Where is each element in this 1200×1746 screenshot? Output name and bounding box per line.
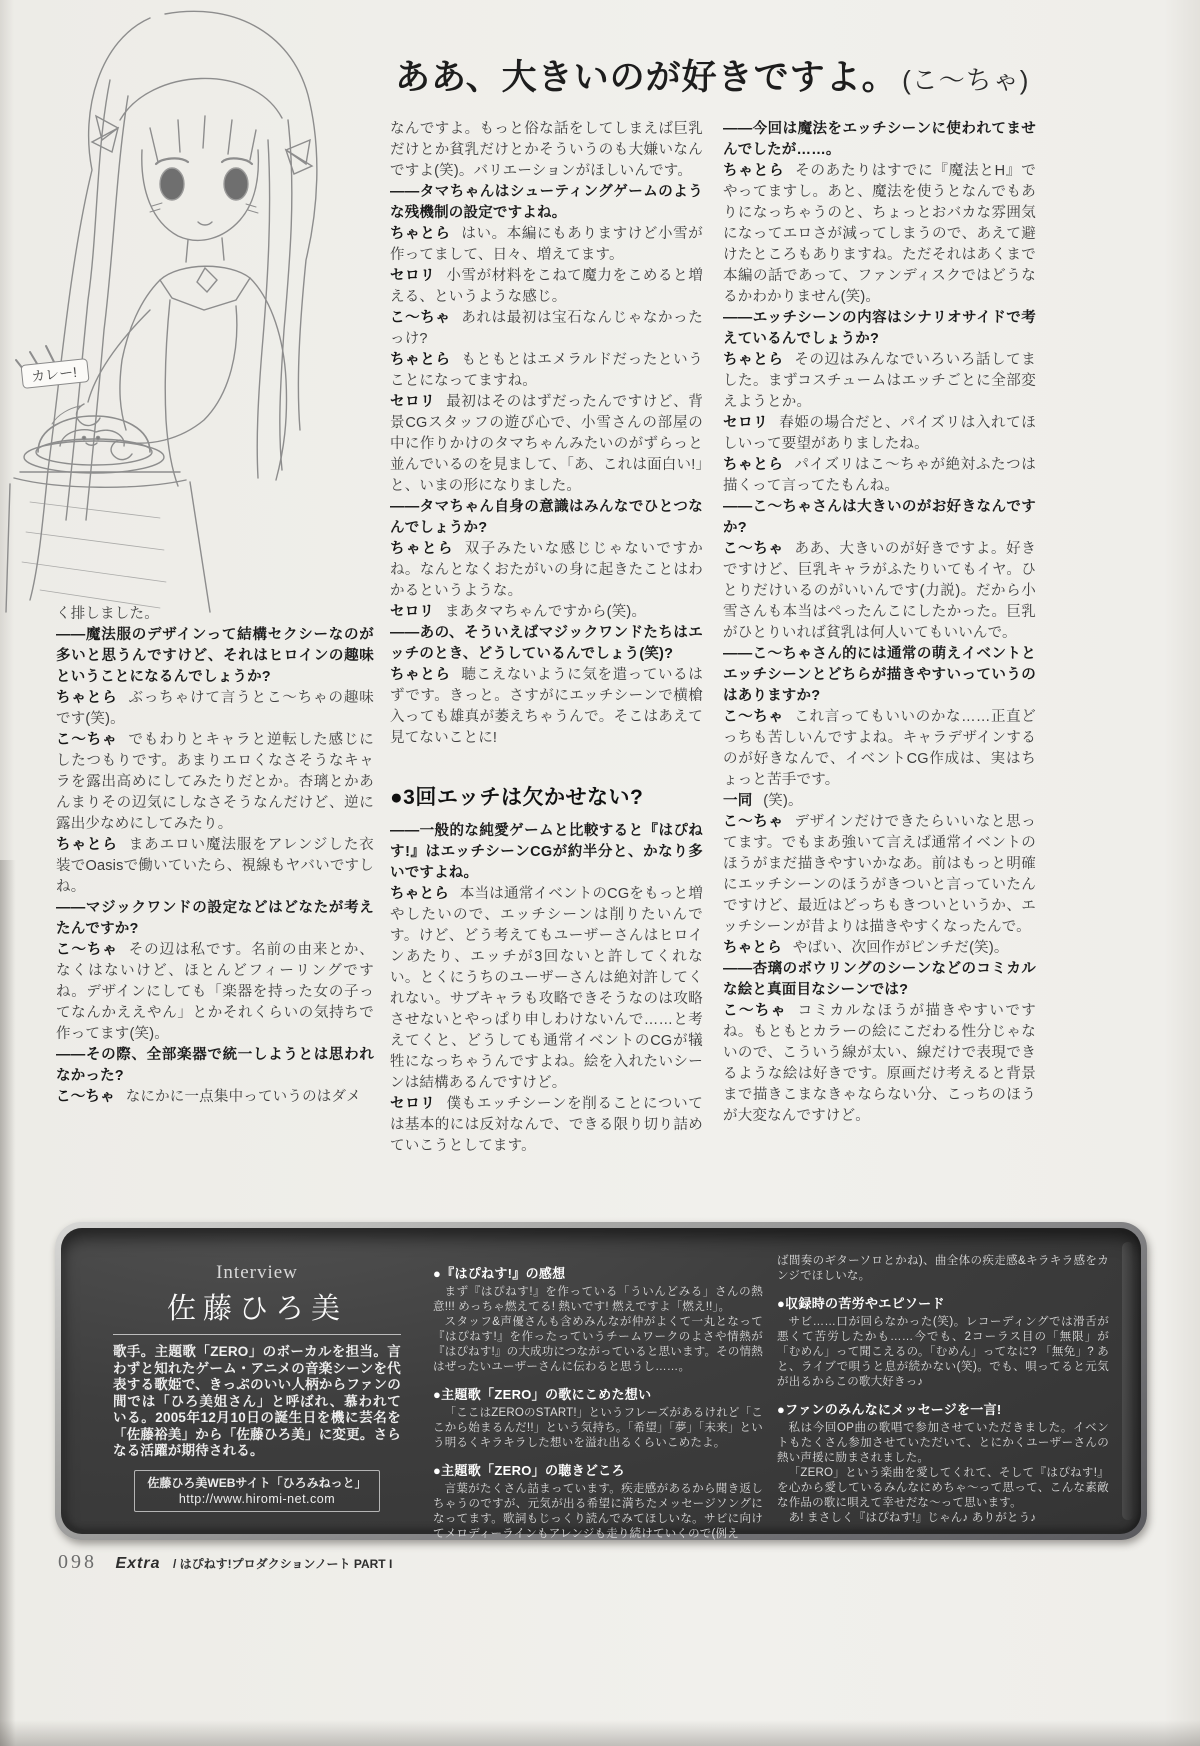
section-heading: ●3回エッチは欠かせない? [390,786,644,809]
paragraph: セロリ 春姫の場合だと、パイズリは入れてほしいって要望がありましたね。 [723,415,1036,452]
interviewer-question: ——こ〜ちゃさんは大きいのがお好きなんですか? [723,499,1036,536]
interviewer-question: ——杏璃のボウリングのシーンなどのコミカルな絵と真面目なシーンでは? [723,961,1036,998]
paragraph: ちゃとら 双子みたいな感じじゃないですかね。なんとなくおたがいの身に起きたことはわかるというような。 [390,541,703,599]
article-column-middle [390,119,703,1157]
scan-shadow-left [0,860,16,1746]
interview-box [55,1222,1147,1540]
paragraph: こ〜ちゃ その辺は私です。名前の由来とか、なくはないけど、ほとんどフィーリングですね。デザインにしても「楽器を持った女の子ってなんかええやん」とかそれくらいの気持ちで作ってます(笑)。 [56,942,374,1042]
speaker-name: ちゃとら [390,667,451,683]
interviewer-question: ——マジックワンドの設定などはどなたが考えたんですか? [56,900,374,937]
paragraph: セロリ まあタマちゃんですから(笑)。 [390,604,647,620]
paragraph: ちゃとら 聴こえないように気を遣っているはずです。きっと。さすがにエッチシーンで横槍入っても雄真が萎えちゃうんで。そこはあえて見てないことに! [390,667,703,746]
speaker-name: セロリ [390,604,435,620]
speaker-name: こ〜ちゃ [723,541,784,557]
paragraph: ちゃとら はい。本編にもありますけど小雪が作ってまして、日々、増えてます。 [390,226,703,263]
interviewer-question: ——あの、そういえばマジックワンドたちはエッチのとき、どうしているんでしょう(笑)? [390,625,703,662]
interviewer-question: ——こ〜ちゃさん的には通常の萌えイベントとエッチシーンとどちらが描きやすいっていうのはありますか? [723,646,1036,704]
article-column-left [56,604,374,1108]
speaker-name: こ〜ちゃ [723,709,784,725]
interview-box-panel [61,1228,1141,1540]
speaker-name: セロリ [390,268,436,284]
interviewer-question: ——タマちゃんはシューティングゲームのような残機制の設定ですよね。 [390,184,703,221]
interviewer-question: ——一般的な純愛ゲームと比較すると『はぴねす!』はエッチシーンCGが約半分と、かなり多いですよね。 [390,823,703,881]
footer-title: / はぴねす!プロダクションノート PART I [172,1557,393,1571]
paragraph: ちゃとら 本当は通常イベントのCGをもっと増やしたいので、エッチシーンは削りたいんです。けど、どう考えてもユーザーさんはヒロインあたり、エッチが3回ないと許してくれない。とくにうちのユーザーさんは絶対許してくれない。サブキャラも攻略できそうなのは攻略させないとやっぱり申しわけないんで……と考えてくと、どうしても通常イベントのCGが犠牲になっちゃうんですよね。絵を入れたいシーンは結構あるんですけど。 [390,886,703,1091]
speaker-name: ちゃとら [723,940,782,956]
paragraph: 私は今回OP曲の歌唱で参加させていただきました。イベントもたくさん参加させていただいて、とにかくユーザーさんの熱い声援に励まされました。 [777,1422,1109,1464]
speaker-name: セロリ [390,394,436,410]
paragraph: セロリ 僕もエッチシーンを削ることについては基本的には反対なんで、できる限り切り詰めていこうとしてます。 [390,1096,703,1154]
interview-label: Interview [216,1262,298,1283]
paragraph: こ〜ちゃ これ言ってもいいのかな……正直どっちも苦しいんですよね。キャラデザインするのが好きなんで、イベントCG作成は、実はちょっと苦手です。 [723,709,1036,788]
page-number: 098 [58,1551,97,1573]
paragraph: ちゃとら その辺はみんなでいろいろ話してました。まずコスチュームはエッチごとに全部変えようとか。 [723,352,1036,410]
speaker-name: こ〜ちゃ [723,814,784,830]
paragraph: こ〜ちゃ なにかに一点集中っていうのはダメ [56,1089,361,1105]
headline-attribution: (こ〜ちゃ) [902,65,1030,95]
paragraph: こ〜ちゃ コミカルなほうが描きやすいですね。もともとカラーの絵にこだわる性分じゃないので、こういう線が太い、線だけで表現できるような絵は好きです。原画だけ考えると背景まで描きこまなきゃならない分、こっちのほうが大変なんですけど。 [723,1003,1036,1124]
interviewer-question: ——エッチシーンの内容はシナリオサイドで考えているんでしょうか? [723,310,1036,347]
paragraph: こ〜ちゃ ああ、大きいのが好きですよ。好きですけど、巨乳キャラがふたりいてもイヤ。ひとりだけいるのがいいんです(力説)。だから小雪さんも本当はぺったんこにしたかった。巨乳がひとりいれば貧乳は何人いてもいいんで。 [723,541,1036,641]
paragraph: ちゃとら そのあたりはすでに『魔法とH』でやってますし。あと、魔法を使うとなんでもありになっちゃうのと、ちょっとおバカな雰囲気になってエロさが減ってしまうので、あえて避けたところもありますね。ただそれはあくまで本編の話であって、ファンディスクではどうなるかわかりません(笑)。 [723,163,1036,305]
curry-tag [21,359,89,389]
speaker-name: こ〜ちゃ [390,310,451,326]
speaker-name: こ〜ちゃ [56,1089,115,1105]
scan-shadow-bottom [0,1720,1200,1746]
divider [113,1334,401,1335]
interview-column-middle [433,1254,763,1542]
paragraph: ば間奏のギターソロとかね)、曲全体の疾走感&キラキラ感をカンジでほしいな。 [777,1255,1109,1282]
section-heading: ●主題歌「ZERO」の歌にこめた想い [433,1387,652,1402]
speaker-name: ちゃとら [56,690,118,706]
paragraph: セロリ 小雪が材料をこねて魔力をこめると増える、というような感じ。 [390,268,703,305]
paragraph: ちゃとら まあエロい魔法服をアレンジした衣装でOasisで働いていたら、視線もヤバいですしね。 [56,837,374,895]
website-box [134,1470,379,1512]
interviewee-bio: 歌手。主題歌「ZERO」のボーカルを担当。言わずと知れたゲーム・アニメの音楽シーンを代表する歌姫で、きっぷのいい人柄からファンの間では「ひろ美姐さん」と呼ばれ、慕われている。2005年12月10日の誕生日を機に芸名を「佐藤裕美」から「佐藤ひろ美」に変更。さらなる活躍が期待される。 [113,1344,401,1458]
speaker-name: セロリ [390,1096,436,1112]
paragraph: スタッフ&声優さんも含めみんなが仲がよくて一丸となって『はぴねす!』を作ったっていうチームワークのよさや情熱が『はぴねす!』の大成功につながっていると思います。その情熱はぜったいユーザーさんに伝わると思うし……。 [433,1316,763,1373]
speaker-name: ちゃとら [390,541,454,557]
speaker-name: ちゃとら [390,226,451,242]
interview-profile [113,1262,401,1512]
curry-tag-label: カレー! [30,363,78,385]
girl-sketch-illustration [0,0,395,625]
paragraph: こ〜ちゃ でもわりとキャラと逆転した感じにしたつもりです。あまりエロくなさそうなキャラを露出高めにしてみたりだとか。杏璃とかあんまりその辺気にしなさそうなんだけど、逆に露出少なめにしてみたり。 [56,732,374,832]
paragraph: ちゃとら もともとはエメラルドだったということになってますね。 [390,352,703,389]
section-heading: ●収録時の苦労やエピソード [777,1296,945,1311]
website-caption: 佐藤ひろ美WEBサイト「ひろみねっと」 [147,1475,367,1490]
paragraph: 「ここはZEROのSTART!」というフレーズがあるけれど「ここから始まるんだ!!」という気持ち。「希望」「夢」「未来」という明るくキラキラした想いを溢れ出るくらいこめたよ。 [433,1407,763,1449]
speaker-name: こ〜ちゃ [723,1003,787,1019]
paragraph: ちゃとら パイズリはこ〜ちゃが絶対ふたつは描くって言ってたもんね。 [723,457,1036,494]
paragraph: セロリ 最初はそのはずだったんですけど、背景CGスタッフの遊び心で、小雪さんの部屋の中に作りかけのタマちゃんみたいのがずらっと並んでいるのを見まして、「あ、これは面白い!」と、いまの形になりました。 [390,394,703,494]
paragraph: あ! まさしく『はぴねす!』じゃん♪ ありがとう♪ [788,1512,1037,1524]
headline-text: ああ、大きいのが好きですよ。 [395,58,898,97]
article-column-right [723,119,1036,1127]
paragraph: ちゃとら やばい、次回作がピンチだ(笑)。 [723,940,1009,956]
speaker-name: ちゃとら [723,352,784,368]
paragraph: 言葉がたくさん詰まっています。疾走感があるから聞き返しちゃうのですが、元気が出る希望に満ちたメッセージソングになってます。歌詞もじっくり読んでみてほしいな。サビに向けてメロディーラインもアレンジも走り続けていくので(例え [433,1483,763,1540]
speaker-name: セロリ [723,415,769,431]
footer-section-label: Extra [115,1555,161,1572]
paragraph: なんですよ。もっと俗な話をしてしまえば巨乳だけとか貧乳だけとかそういうのも大嫌いなんですよ(笑)。バリエーションがほしいんです。 [390,121,703,179]
paragraph: こ〜ちゃ あれは最初は宝石なんじゃなかったっけ? [390,310,703,347]
interviewer-question: ——今回は魔法をエッチシーンに使われてませんでしたが……。 [723,121,1036,158]
interviewee-name: 佐藤ひろ美 [166,1293,347,1325]
interviewer-question: ——その際、全部楽器で統一しようとは思われなかった? [56,1047,374,1084]
paragraph: ちゃとら ぶっちゃけて言うとこ〜ちゃの趣味です(笑)。 [56,690,374,727]
speaker-name: ちゃとら [56,837,118,853]
website-url: http://www.hiromi-net.com [178,1491,336,1506]
interviewer-question: ——魔法服のデザインって結構セクシーなのが多いと思うんですけど、それはヒロインの趣味ということになるんでしょうか? [56,627,374,685]
paragraph: サビ……口が回らなかった(笑)。レコーディングでは滑舌が悪くて苦労したかも……今でも、2コーラス目の「無限」が「むめん」って聞こえるの。「むめん」ってなに? 「無免」? あと、ライブで唄うと息が続かない(笑)。でも、唄ってると元気が出るからこの歌大好きっ♪ [777,1316,1109,1388]
interview-column-right [777,1254,1109,1526]
speaker-name: こ〜ちゃ [56,942,118,958]
paragraph: まず『はぴねす!』を作っている「ういんどみる」さんの熱意!!! めっちゃ燃えてる! 熱いです! 燃えですよ「燃え!!」。 [433,1286,763,1313]
speaker-name: ちゃとら [390,886,449,902]
page-footer [58,1551,392,1574]
section-heading: ●ファンのみんなにメッセージを一言! [777,1402,1002,1417]
paragraph: く排しました。 [56,606,159,622]
section-heading: ●主題歌「ZERO」の聴きどころ [433,1463,625,1478]
paragraph: 一同 (笑)。 [723,793,803,809]
paragraph: 「ZERO」という楽曲を愛してくれて、そして『はぴねす!』を心から愛しているみんなにめちゃ〜って思って、こんな素敵な作品の歌に唄えて幸せだな〜って思います。 [777,1467,1109,1509]
paragraph: こ〜ちゃ デザインだけできたらいいなと思ってます。でもまあ強いて言えば通常イベントのほうがまだ描きやすいかなあ。前はもっと明確にエッチシーンのほうがきついと言っていたんですけど、最近はどっちもきついというか、エッチシーンが昔よりは描きやすくなったんで。 [723,814,1036,935]
interviewer-question: ——タマちゃん自身の意識はみんなでひとつなんでしょうか? [390,499,703,536]
speaker-name: ちゃとら [723,163,785,179]
speaker-name: ちゃとら [723,457,784,473]
speaker-name: 一同 [723,793,753,809]
speaker-name: こ〜ちゃ [56,732,118,748]
page-headline [395,50,1155,100]
speaker-name: ちゃとら [390,352,451,368]
section-heading: ●『はぴねす!』の感想 [433,1266,566,1281]
